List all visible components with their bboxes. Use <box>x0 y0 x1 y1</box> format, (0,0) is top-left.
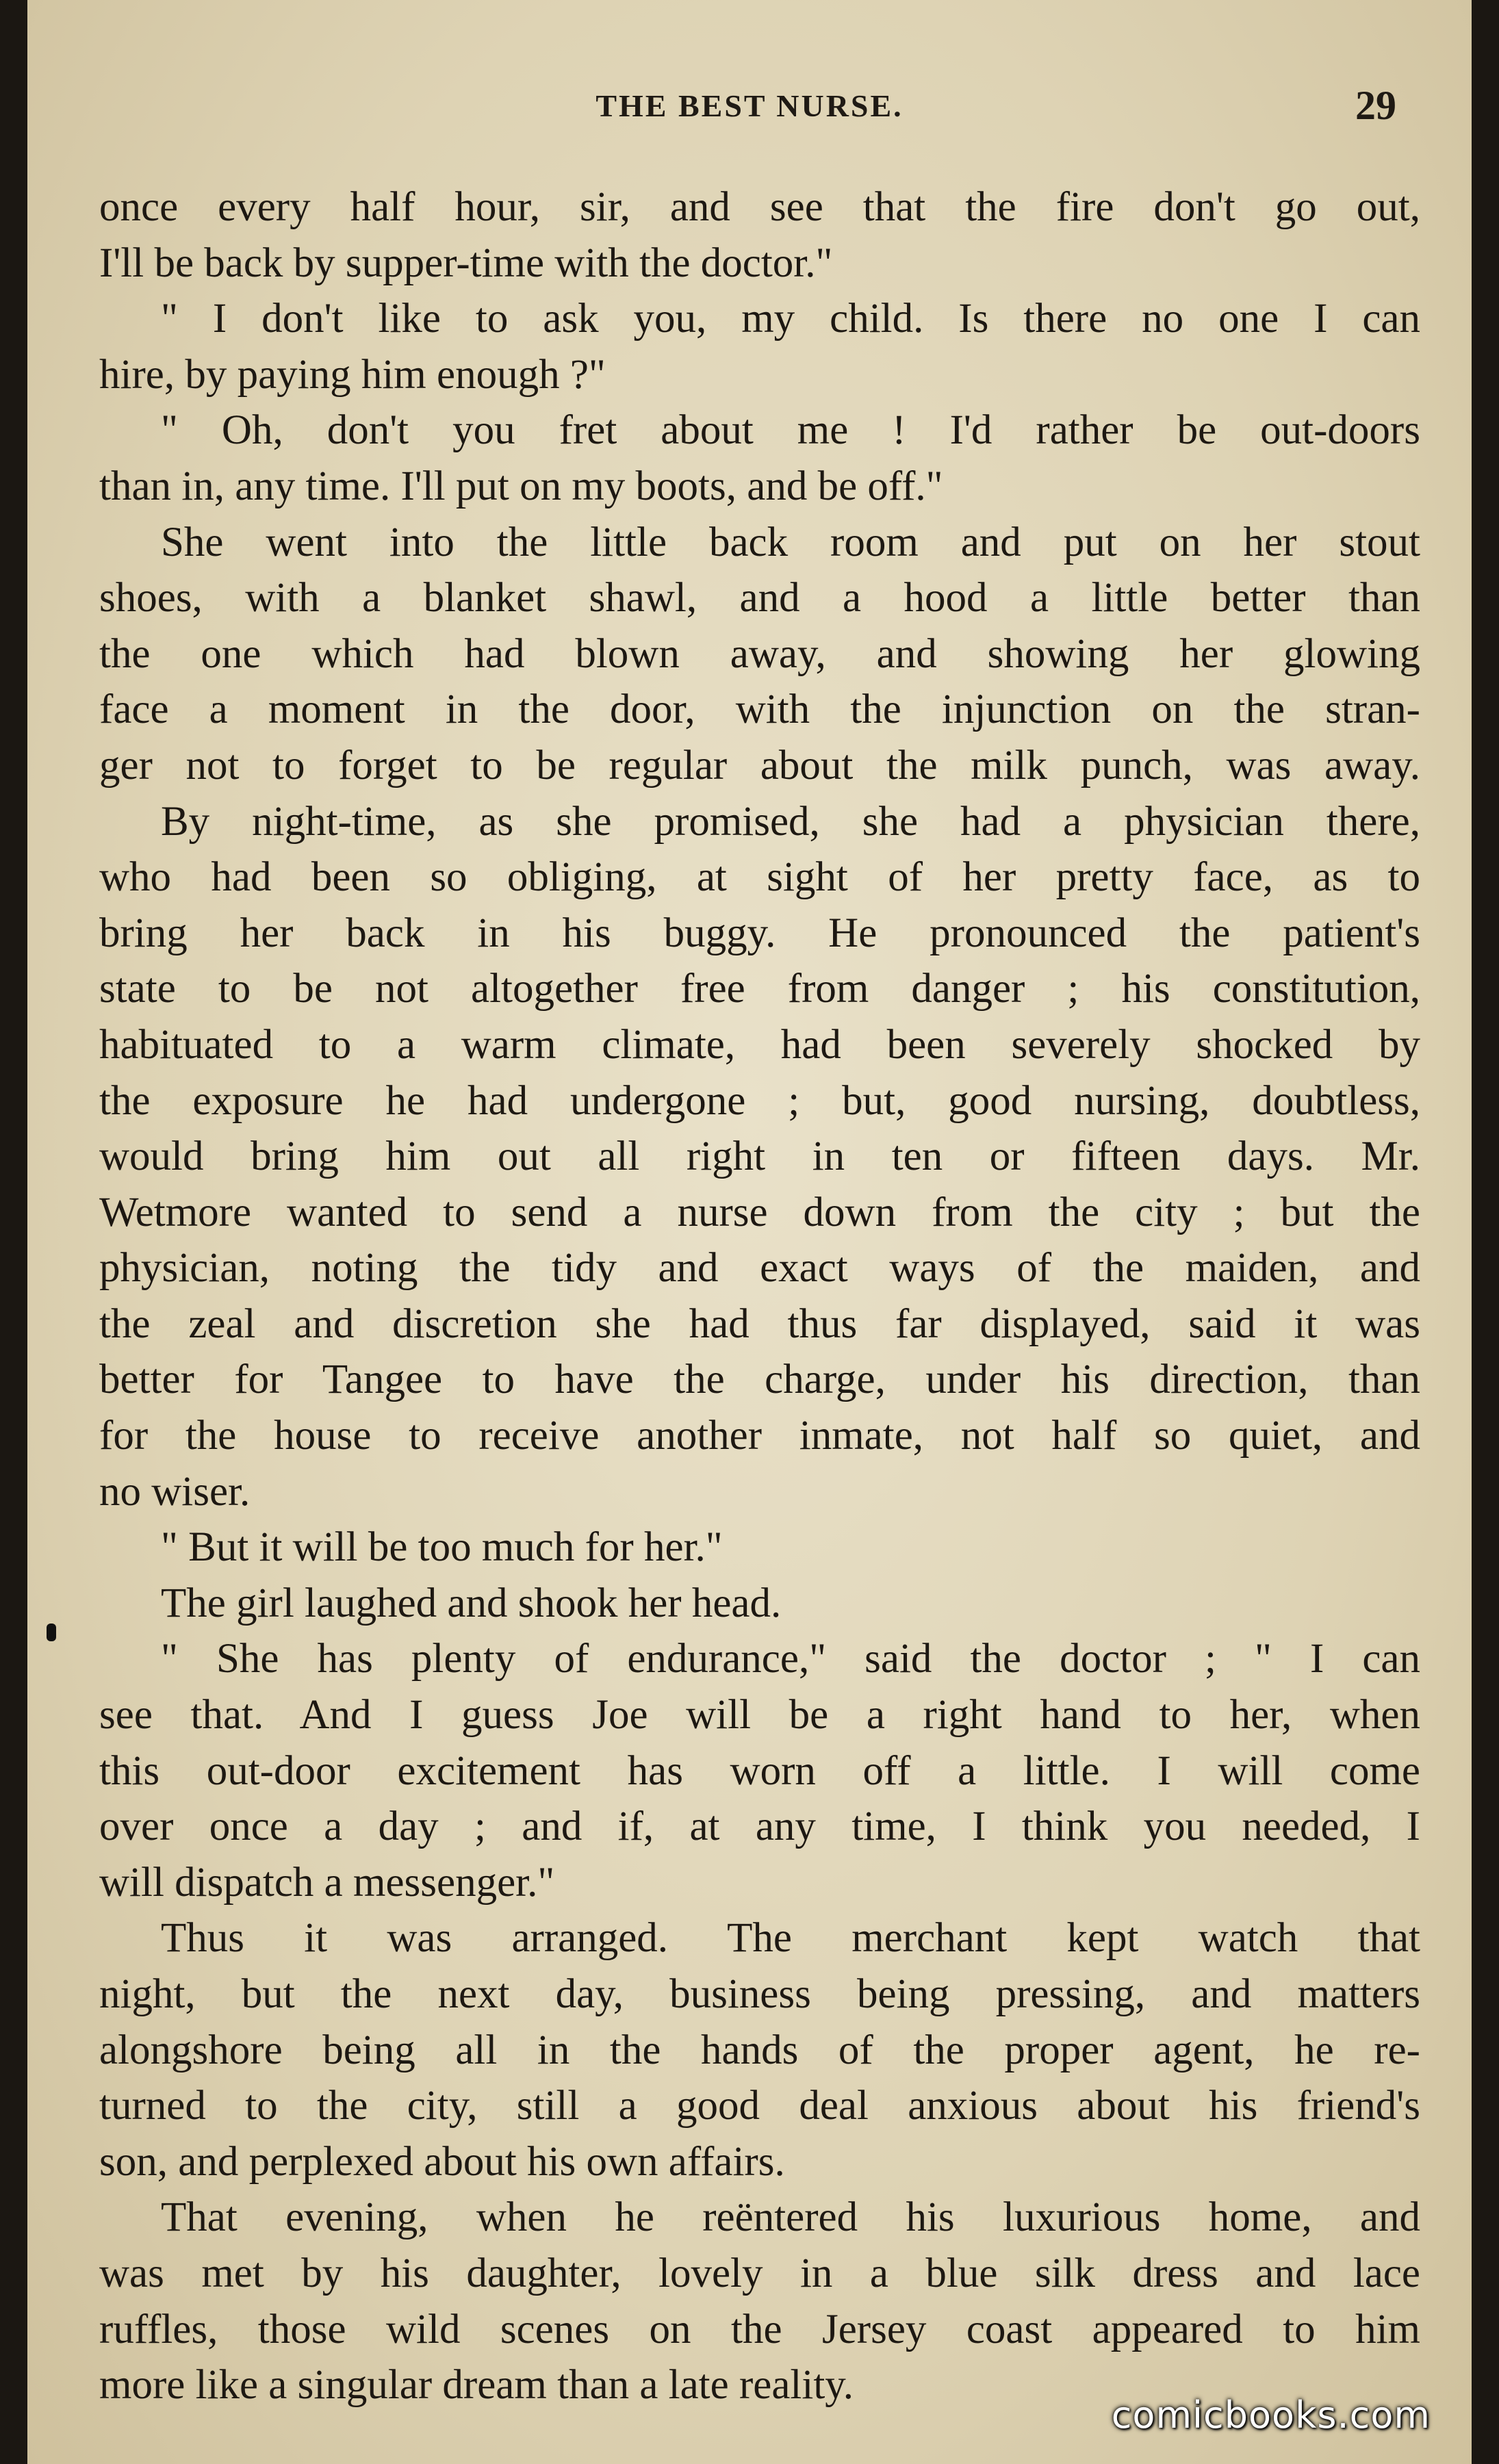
text-line: state to be not altogether free from danger ; his constitution, <box>99 966 1420 1012</box>
text-line: " But it will be too much for her." <box>161 1524 723 1571</box>
text-line: night, but the next day, business being pressing, and matters <box>99 1971 1420 2017</box>
text-line: no wiser. <box>99 1468 251 1515</box>
text-line: alongshore being all in the hands of the proper agent, he re- <box>99 2027 1420 2073</box>
text-line: I'll be back by supper-time with the doctor." <box>99 240 833 286</box>
text-line: She went into the little back room and put on her stout <box>161 519 1420 565</box>
body-text <box>99 179 1420 2413</box>
text-line: was met by his daughter, lovely in a blue silk dress and lace <box>99 2250 1420 2296</box>
text-line: The girl laughed and shook her head. <box>161 1580 782 1626</box>
text-line: more like a singular dream than a late reality. <box>99 2362 854 2409</box>
text-line: bring her back in his buggy. He pronounced the patient's <box>99 910 1420 956</box>
text-line: the exposure he had undergone ; but, good nursing, doubtless, <box>99 1077 1420 1124</box>
text-line: ger not to forget to be regular about the milk punch, was away. <box>99 742 1420 788</box>
text-line: see that. And I guess Joe will be a right hand to her, when <box>99 1692 1420 1738</box>
text-line: the one which had blown away, and showing her glowing <box>99 630 1420 677</box>
text-line: will dispatch a messenger." <box>99 1859 555 1905</box>
text-line: By night-time, as she promised, she had a physician there, <box>161 798 1420 845</box>
text-line: better for Tangee to have the charge, under his direction, than <box>99 1357 1420 1403</box>
text-line: the zeal and discretion she had thus far displayed, said it was <box>99 1300 1420 1347</box>
text-line: That evening, when he reëntered his luxurious home, and <box>161 2194 1420 2241</box>
text-line: habituated to a warm climate, had been severely shocked by <box>99 1021 1420 1068</box>
page-header <box>27 83 1472 136</box>
text-line: Thus it was arranged. The merchant kept watch that <box>161 1915 1420 1962</box>
text-line: turned to the city, still a good deal anxious about his friend's <box>99 2083 1420 2129</box>
text-line: who had been so obliging, at sight of her pretty face, as to <box>99 854 1420 901</box>
margin-ink-mark <box>47 1624 56 1641</box>
text-line: face a moment in the door, with the injunction on the stran- <box>99 686 1420 733</box>
watermark: comicbooks.com <box>1111 2394 1431 2437</box>
text-line: this out-door excitement has worn off a little. I will come <box>99 1747 1420 1794</box>
text-line: " She has plenty of endurance," said the doctor ; " I can <box>161 1636 1420 1682</box>
text-line: Wetmore wanted to send a nurse down from the city ; but the <box>99 1189 1420 1235</box>
text-line: over once a day ; and if, at any time, I think you needed, I <box>99 1804 1420 1850</box>
page-number: 29 <box>1355 83 1396 128</box>
text-line: physician, noting the tidy and exact ways of the maiden, and <box>99 1245 1420 1292</box>
book-page <box>27 0 1472 2464</box>
text-line: son, and perplexed about his own affairs. <box>99 2138 785 2185</box>
text-line: than in, any time. I'll put on my boots, and be off." <box>99 463 943 509</box>
text-line: ruffles, those wild scenes on the Jersey coast appeared to him <box>99 2306 1420 2352</box>
text-line: hire, by paying him enough ?" <box>99 351 606 398</box>
running-title: THE BEST NURSE. <box>595 88 904 123</box>
text-line: shoes, with a blanket shawl, and a hood a little better than <box>99 575 1420 621</box>
text-line: for the house to receive another inmate, not half so quiet, and <box>99 1413 1420 1459</box>
text-line: once every half hour, sir, and see that the fire don't go out, <box>99 184 1420 230</box>
text-line: " Oh, don't you fret about me ! I'd rather be out-doors <box>161 407 1420 454</box>
text-line: " I don't like to ask you, my child. Is there no one I can <box>161 296 1420 342</box>
text-line: would bring him out all right in ten or fifteen days. Mr. <box>99 1133 1420 1180</box>
